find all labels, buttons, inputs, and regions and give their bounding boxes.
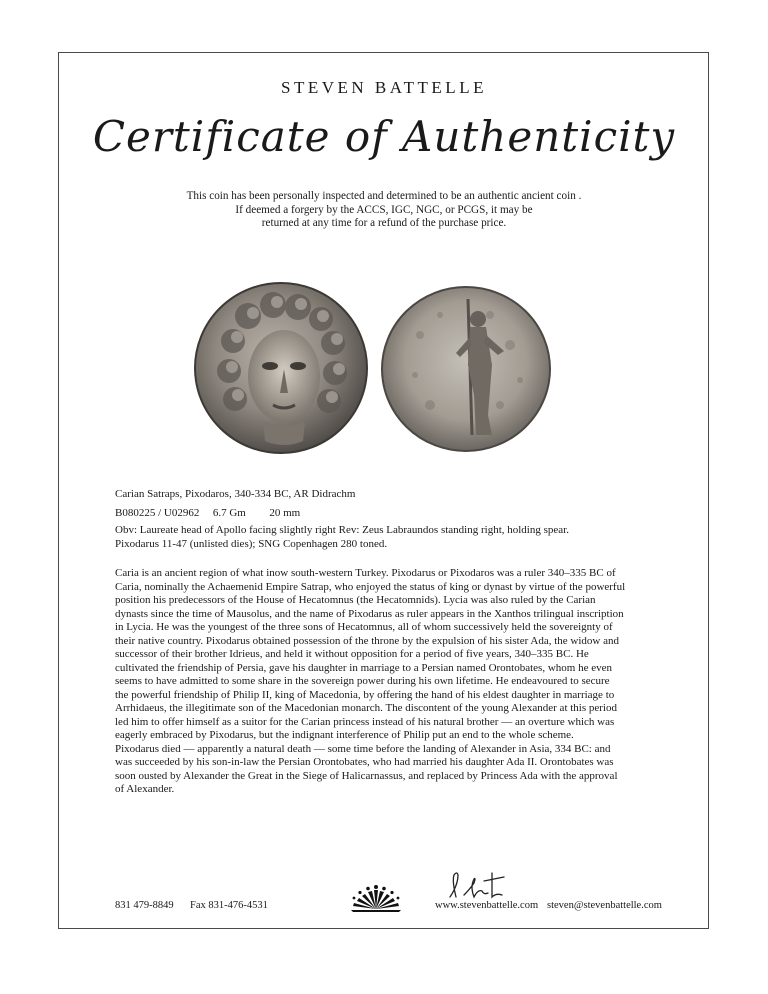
body-line: the powerful friendship of Philip II, king of Macedonia, by offering the hand of his eldest daughter in marriage to (115, 688, 615, 701)
body-line: Caria is an ancient region of what inow south-western Turkey. Pixodarus or Pixodaros was a ruler 340–335 BC of (115, 567, 616, 579)
body-line: Arrhidaeus, the illegitimate son of the Macedonian monarch. The discontent of the young Alexander at this period (115, 702, 617, 714)
footer-website[interactable]: www.stevenbattelle.com (435, 900, 539, 911)
coin-title: Carian Satraps, Pixodaros, 340-334 BC, AR Didrachm (115, 488, 356, 500)
body-line: eagerly embraced by Pixodarus, but the indignant interference of Philip put an end to the whole scheme. (115, 729, 574, 741)
body-line: was succeeded by his son-in-law the Persian Orontobates, who had married his daughter Ada II. Orontobates was (115, 756, 614, 768)
footer-fax: Fax 831-476-4531 (190, 900, 268, 911)
intro-line: If deemed a forgery by the ACCS, IGC, NGC, or PCGS, it may be (235, 203, 533, 216)
body-line: soon ousted by Alexander the Great in the Siege of Halicarnassus, and replaced by Princess Ada with the approval (115, 769, 618, 782)
coin-specs (115, 507, 300, 521)
body-line: Caria, nominally the Achaemenid Empire Satrap, who enjoyed the status of king or dynast by virtue of the powerful (115, 580, 626, 593)
sunburst-logo-icon (349, 884, 403, 912)
coin-weight: 6.7 Gm (212, 507, 246, 519)
body-line: successor of their brother Idrieus, and held it without opposition for a period of five years, 340–335 BC. He (115, 648, 589, 660)
inventory-number: B080225 / U02962 (115, 507, 200, 519)
intro-line: returned at any time for a refund of the purchase price. (261, 217, 507, 229)
intro-line: This coin has been personally inspected and determined to be an authentic ancient coin . (186, 190, 582, 202)
authenticity-statement (140, 190, 628, 231)
body-line: in Lycia. He was the youngest of the three sons of Hecatomnus, all of whom successively held the sovereignty of (115, 621, 613, 633)
description-line: Obv: Laureate head of Apollo facing slightly right Rev: Zeus Labraundos standing right, holding spear. (115, 524, 569, 536)
coin-obverse-image (193, 281, 369, 455)
signature-image (444, 867, 514, 903)
coin-description (115, 524, 569, 551)
footer-email[interactable]: steven@stevenbattelle.com (547, 900, 662, 911)
description-line: Pixodarus 11-47 (unlisted dies); SNG Copenhagen 280 toned. (115, 537, 388, 550)
body-line: cultivated the friendship of Persia, gave his daughter in marriage to a Persian named Orontobates, whom he even (115, 661, 612, 674)
body-line: their native country. Pixodarus obtained possession of the throne by the expulsion of his sister Ada, the widow and (115, 634, 619, 647)
body-line: position his predecessors of the House of Hecatomnus (the Hecatomnids). Lycia was also ruled by the Carian (115, 594, 596, 606)
coin-reverse-image (380, 285, 552, 453)
coin-diameter: 20 mm (269, 507, 301, 519)
body-line: led him to offer himself as a suitor for the Carian princess instead of his natural brother — an overture which was (115, 715, 615, 728)
body-line: Pixodarus died — apparently a natural death — some time before the landing of Alexander in Asia, 334 BC: and (115, 742, 611, 755)
body-line: seems to have admitted to some share in the sovereign power during his own lifetime. He endeavoured to secure (115, 675, 610, 687)
historical-text (115, 567, 655, 797)
body-line: of Alexander. (115, 783, 175, 795)
certificate-title: Certificate of Authenticity (92, 112, 676, 161)
brand-name: STEVEN BATTELLE (281, 78, 487, 97)
footer-phone: 831 479-8849 (115, 900, 174, 911)
body-line: dynasts since the time of Mausolus, and the name of Pixodarus as ruler appears in the Xanthos trilingual inscription (115, 607, 624, 620)
